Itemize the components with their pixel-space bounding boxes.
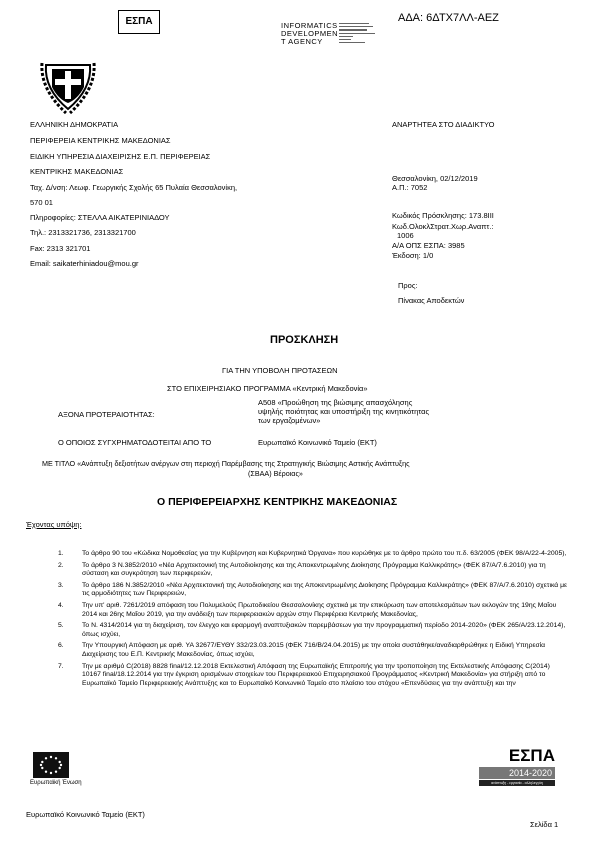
eu-caption: Ευρωπαϊκή Ένωση bbox=[30, 780, 82, 786]
to-label: Προς: bbox=[398, 281, 418, 290]
code-line: Κωδικός Πρόσκλησης: 173.8ΙΙΙ bbox=[392, 211, 494, 220]
espa-logo-text: ΕΣΠΑ bbox=[508, 746, 555, 765]
list-item: 6. Την Υπουργική Απόφαση με αριθ. ΥΑ 32677/ΕΥΘΥ 332/23.03.2015 (ΦΕΚ 716/Β/24.04.2015) με την οποία συστάθηκε/αναδιαρθρώθηκε η Ειδική Υπηρεσία Διαχείρισης του Ε.Π. Κεντρικής Μακεδονίας, όπως ισχύει, bbox=[58, 642, 546, 658]
sender-line: ΕΛΛΗΝΙΚΗ ΔΗΜΟΚΡΑΤΙΑ bbox=[30, 120, 119, 129]
ada-code: ΑΔΑ: 6ΔΤΧ7ΛΛ-ΑΕΖ bbox=[398, 12, 499, 24]
list-item: 2. Το άρθρο 3 Ν.3852/2010 «Νέα Αρχιτεκτονική της Αυτοδιοίκησης και της Αποκεντρωμένης Διοίκησης Πρόγραμμα Καλλικράτης» (ΦΕΚ 87/Α/7.6.2010) για τη σύσταση και συγκρότηση των περιφερειών, bbox=[58, 561, 546, 578]
publish-note: ΑΝΑΡΤΗΤΕΑ ΣΤΟ ΔΙΑΔΙΚΤΥΟ bbox=[392, 120, 495, 129]
list-item: 4. Την υπ' αριθ. 7261/2019 απόφαση του Πολυμελούς Πρωτοδικείου Θεσσαλονίκης σχετικά με την επικύρωση των αποτελεσμάτων των εκλογών της 19ης Μαΐου 2014 και 26ης Μαΐου 2019, για την ανάδειξη των περιφερειακών αρχών στην Περιφέρεια Κεντρικής Μακεδονίας, bbox=[58, 601, 557, 618]
espa-years: 2014-2020 bbox=[479, 767, 555, 779]
axis-label: ΑΞΟΝΑ ΠΡΟΤΕΡΑΙΟΤΗΤΑΣ: bbox=[58, 410, 155, 419]
sender-line: Ταχ. Δ/νση: Λεωφ. Γεωργικής Σχολής 65 Πυλαία Θεσσαλονίκη, bbox=[30, 183, 238, 192]
fund-value: Ευρωπαϊκό Κοινωνικό Ταμείο (ΕΚΤ) bbox=[258, 438, 377, 447]
considerations-list bbox=[48, 550, 568, 691]
to-value: Πίνακας Αποδεκτών bbox=[398, 296, 465, 305]
page-number: Σελίδα 1 bbox=[530, 820, 559, 829]
info-small-text bbox=[339, 21, 375, 53]
axis-value-line: υψηλής ποιότητας και υποστήριξη της κινητικότητας bbox=[258, 407, 430, 416]
doc-date: Θεσσαλονίκη, 02/12/2019 bbox=[392, 174, 478, 183]
informatics-agency-logo bbox=[281, 22, 338, 46]
axis-value-line: των εργαζομένων» bbox=[258, 416, 321, 425]
sender-line: ΕΙΔΙΚΗ ΥΠΗΡΕΣΙΑ ΔΙΑΧΕΙΡΙΣΗΣ Ε.Π. ΠΕΡΙΦΕΡΕΙΑΣ bbox=[30, 152, 211, 161]
espa-2014-2020-logo bbox=[479, 747, 555, 793]
list-item: 7. Την με αριθμό C(2018) 8828 final/12.12.2018 Εκτελεστική Απόφαση της Ευρωπαϊκής Επιτροπής για την τροποποίηση της Εκτελεστικής Απόφασης C(2014) 10167 final/18.12.2014 για την έγκριση ορισμένων στοιχείων του Περιφερειακού Επιχειρησιακού Προγράμματος «Κεντρική Μακεδονία» για στήριξη από το Ευρωπαϊκό Ταμείο Περιφερειακής Ανάπτυξης και το Ευρωπαϊκό Κοινωνικό Ταμείο στο πλαίσιο του στόχου «Επενδύσεις για την ανάπτυξη και την bbox=[58, 662, 550, 687]
program-line: ΣΤΟ ΕΠΙΧΕΙΡΗΣΙΑΚΟ ΠΡΟΓΡΑΜΜΑ «Κεντρική Μακεδονία» bbox=[167, 384, 368, 393]
sender-line: Πληροφορίες: ΣΤΕΛΛΑ ΑΙΚΑΤΕΡΙΝΙΑΔΟΥ bbox=[30, 213, 170, 222]
info-line: INFORMATICS bbox=[281, 21, 338, 30]
espa-logo: ΕΣΠΑ bbox=[118, 10, 160, 34]
sender-line: ΠΕΡΙΦΕΡΕΙΑ ΚΕΝΤΡΙΚΗΣ ΜΑΚΕΔΟΝΙΑΣ bbox=[30, 136, 171, 145]
fund-label: Ο ΟΠΟΙΟΣ ΣΥΓΧΡΗΜΑΤΟΔΟΤΕΙΤΑΙ ΑΠΟ ΤΟ bbox=[58, 438, 212, 447]
sender-line: Fax: 2313 321701 bbox=[30, 244, 91, 253]
section-heading: Ο ΠΕΡΙΦΕΡΕΙΑΡΧΗΣ ΚΕΝΤΡΙΚΗΣ ΜΑΚΕΔΟΝΙΑΣ bbox=[157, 496, 398, 508]
code-line: Έκδοση: 1/0 bbox=[392, 251, 434, 260]
code-line: Α/Α ΟΠΣ ΕΣΠΑ: 3985 bbox=[392, 241, 465, 250]
protocol-number: Α.Π.: 7052 bbox=[392, 183, 428, 192]
code-line: 1006 bbox=[397, 231, 414, 240]
footer-fund: Ευρωπαϊκό Κοινωνικό Ταμείο (ΕΚΤ) bbox=[26, 810, 145, 819]
info-line: T AGENCY bbox=[281, 37, 323, 46]
list-item: 5. Το Ν. 4314/2014 για τη διαχείριση, τον έλεγχο και εφαρμογή αναπτυξιακών παρεμβάσεων για την προγραμματική περίοδο 2014-2020» (ΦΕΚ 265/Α/23.12.2014), όπως ισχύει, bbox=[58, 622, 566, 638]
having-label: Έχοντας υπόψη: bbox=[26, 520, 82, 529]
espa-slogan: ανάπτυξη - εργασία - αλληλεγγύη bbox=[479, 780, 555, 786]
call-subtitle: ΓΙΑ ΤΗΝ ΥΠΟΒΟΛΗ ΠΡΟΤΑΣΕΩΝ bbox=[222, 366, 338, 375]
code-line: Κωδ.ΟλοκλΣτρατ.Χωρ.Αναπτ.: bbox=[392, 222, 494, 231]
sender-email[interactable]: Email: saikaterhiniadou@mou.gr bbox=[30, 259, 139, 268]
subject-line: (ΣΒΑΑ) Βέροιας» bbox=[248, 469, 303, 478]
subject-line: ΜΕ ΤΙΤΛΟ «Ανάπτυξη δεξιοτήτων ανέργων στη περιοχή Παρέμβασης της Στρατηγικής Βιώσιμης Αστικής Ανάπτυξης bbox=[42, 459, 410, 468]
axis-value bbox=[258, 398, 429, 425]
sender-line: Τηλ.: 2313321736, 2313321700 bbox=[30, 228, 136, 237]
axis-value-line: Α508 «Προώθηση της βιώσιμης απασχόλησης bbox=[258, 398, 413, 407]
list-item: 1. Το άρθρο 90 του «Κώδικα Νομοθεσίας για την Κυβέρνηση και Κυβερνητικά Όργανα» που κυρώθηκε με το άρθρο πρώτο του π.δ. 63/2005 (ΦΕΚ 98/Α/22-4-2005), bbox=[58, 550, 567, 557]
eu-flag-icon bbox=[33, 752, 69, 778]
sender-line: 570 01 bbox=[30, 198, 53, 207]
greek-emblem-icon bbox=[38, 53, 98, 115]
list-item: 3. Το άρθρο 186 Ν.3852/2010 «Νέα Αρχιτεκτονική της Αυτοδιοίκησης και της Αποκεντρωμένης Διοίκησης Πρόγραμμα Καλλικράτης» (ΦΕΚ 87/Α/7.6.2010) σχετικά με τις αρμοδιότητες των Περιφερειών, bbox=[58, 581, 568, 598]
sender-line: ΚΕΝΤΡΙΚΗΣ ΜΑΚΕΔΟΝΙΑΣ bbox=[30, 167, 124, 176]
page-title: ΠΡΟΣΚΛΗΣΗ bbox=[270, 334, 339, 346]
info-line: DEVELOPMEN bbox=[281, 29, 339, 38]
